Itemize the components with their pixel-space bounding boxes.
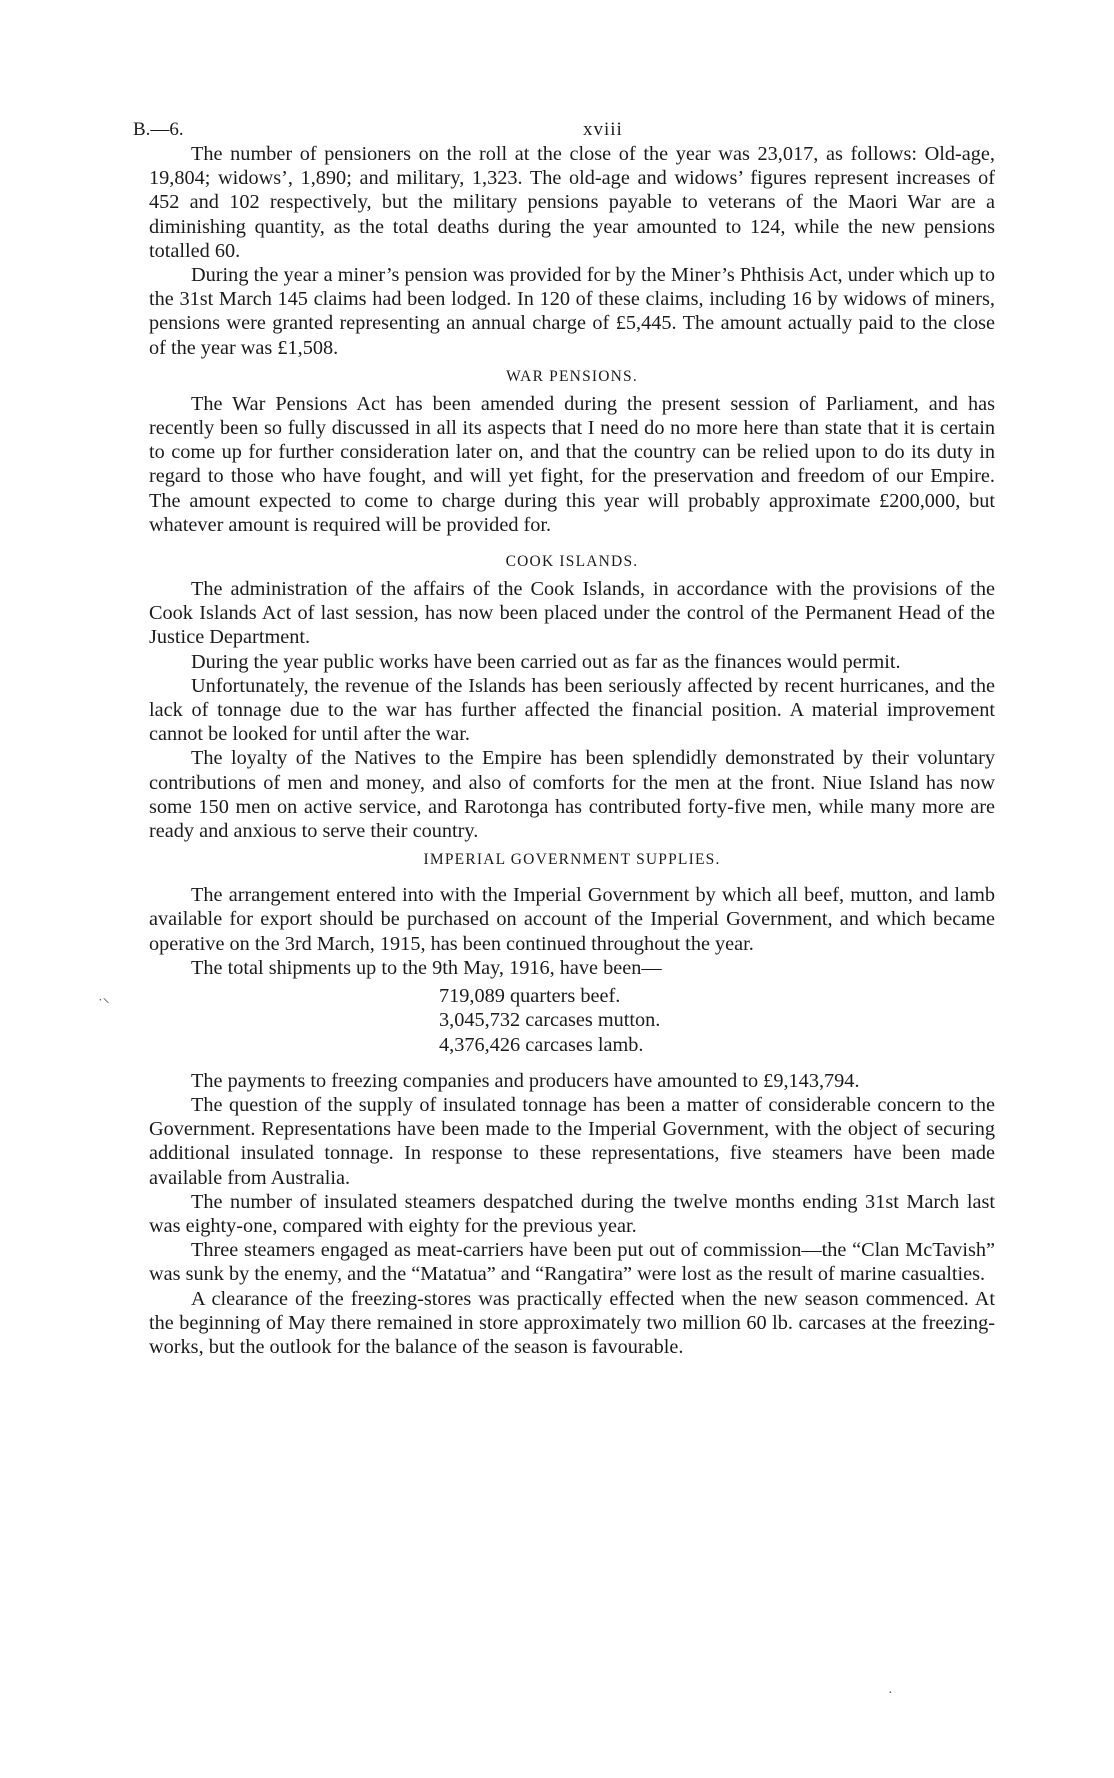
paragraph-insulated-tonnage: The question of the supply of insulated tonnage has been a matter of considerable concern to the Government. Representations have been made to the Imperial Government, with the object of securing additional insulated tonnage. In response to these representations, five steamers have been made available from Australia.: [149, 1093, 995, 1189]
shipment-lamb: 4,376,426 carcases lamb.: [439, 1033, 644, 1056]
paragraph-steamers-despatched: The number of insulated steamers despatched during the twelve months ending 31st March last was eighty-one, compared with eighty for the previous year.: [149, 1190, 995, 1237]
scan-speck-mark: ˙⸌: [98, 997, 110, 1012]
imperial-supplies-section: [149, 849, 995, 1359]
paragraph-cook-revenue: Unfortunately, the revenue of the Islands has been seriously affected by recent hurricanes, and the lack of tonnage due to the war has further affected the financial position. A material improvement cannot be looked for until after the war.: [149, 674, 995, 746]
cook-islands-section: [149, 551, 995, 843]
paragraph-total-shipments: The total shipments up to the 9th May, 1916, have been—: [191, 956, 662, 979]
shipment-beef: 719,089 quarters beef.: [439, 985, 621, 1008]
shipments-list: [149, 984, 995, 1057]
scan-dot-mark: ·: [888, 1686, 893, 1701]
paragraph-war-pensions: The War Pensions Act has been amended during the present session of Parliament, and has recently been so fully discussed in all its aspects that I need do no more here than state that it is certain to come up for further consideration later on, and that the country can be relied upon to do its duty in regard to those who have fought, and will yet fight, for the preservation and freedom of our Empire. The amount expected to come to charge during this year will probably approximate £200,000, but whatever amount is required will be provided for.: [149, 392, 995, 536]
paragraph-freezing-stores: A clearance of the freezing-stores was practically effected when the new season commenced. At the beginning of May there remained in store approximately two million 60 lb. carcases at the freezing-works, but the outlook for the balance of the season is favourable.: [149, 1287, 995, 1358]
document-reference: B.—6.: [133, 119, 184, 140]
paragraph-imperial-arrangement: The arrangement entered into with the Imperial Government by which all beef, mutton, and lamb available for export should be purchased on account of the Imperial Government, and which became operative on the 3rd March, 1915, has been continued throughout the year.: [149, 884, 995, 955]
section-heading-cook-islands: COOK ISLANDS.: [505, 553, 639, 571]
running-header: [133, 108, 995, 142]
paragraph-pensioners: The number of pensioners on the roll at the close of the year was 23,017, as follows: Old-age, 19,804; widows’, 1,890; and military, 1,323. The old-age and widows’ figures represent increases of 452 and 102 respectively, but the military pensions payable to veterans of the Maori War are a diminishing quantity, as the total deaths during the year amounted to 124, while the new pensions totalled 60.: [149, 143, 995, 262]
section-heading-war-pensions: WAR PENSIONS.: [506, 367, 638, 385]
page-number: xviii: [583, 119, 623, 140]
paragraph-miners-pension: During the year a miner’s pension was provided for by the Miner’s Phthisis Act, under which up to the 31st March 145 claims had been lodged. In 120 of these claims, including 16 by widows of miners, pensions were granted representing an annual charge of £5,445. The amount actually paid to the close of the year was £1,508.: [149, 264, 995, 359]
paragraph-payments: The payments to freezing companies and producers have amounted to £9,143,794.: [191, 1069, 860, 1092]
war-pensions-section: [149, 366, 995, 537]
section-heading-imperial-supplies: IMPERIAL GOVERNMENT SUPPLIES.: [423, 851, 721, 869]
paragraph-cook-administration: The administration of the affairs of the Cook Islands, in accordance with the provisions of the Cook Islands Act of last session, has now been placed under the control of the Permanent Head of the Justice Department.: [149, 578, 995, 649]
paragraph-cook-loyalty: The loyalty of the Natives to the Empire has been splendidly demonstrated by their voluntary contributions of men and money, and also of comforts for the men at the front. Niue Island has now some 150 men on active service, and Rarotonga has contributed forty-five men, while many more are ready and anxious to serve their country.: [149, 747, 995, 843]
pensions-section: [149, 142, 995, 360]
paragraph-cook-public-works: During the year public works have been carried out as far as the finances would permit.: [191, 650, 901, 673]
shipment-mutton: 3,045,732 carcases mutton.: [439, 1009, 661, 1032]
paragraph-meat-carriers: Three steamers engaged as meat-carriers have been put out of commission—the “Clan McTavish” was sunk by the enemy, and the “Matatua” and “Rangatira” were lost as the result of marine casualties.: [149, 1239, 995, 1286]
